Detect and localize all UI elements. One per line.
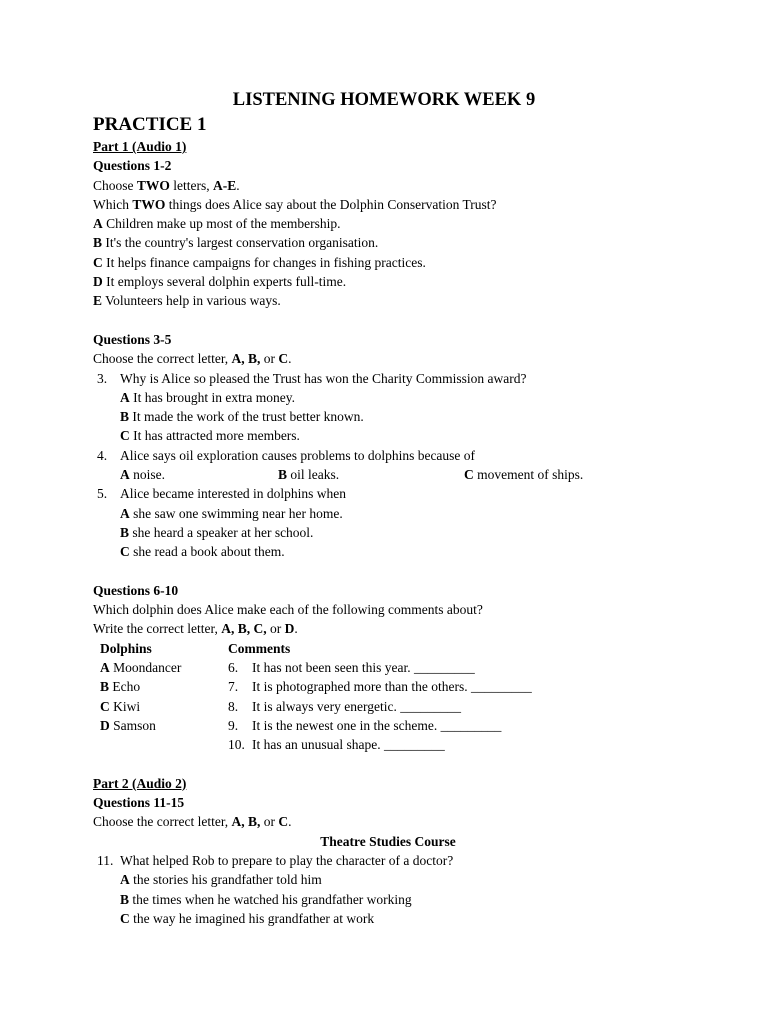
q1-2-option-d: D It employs several dolphin experts full-time. bbox=[93, 274, 347, 290]
section-subtitle: Theatre Studies Course bbox=[320, 833, 456, 849]
question-5: 5. Alice became interested in dolphins when bbox=[97, 486, 347, 502]
matching-row bbox=[93, 716, 713, 735]
question-5-option-c: C she read a book about them. bbox=[120, 544, 285, 560]
q1-2-question: Which TWO things does Alice say about the Dolphin Conservation Trust? bbox=[93, 196, 497, 212]
matching-table-header bbox=[93, 639, 713, 658]
comment-10: 10. It has an unusual shape. _________ bbox=[228, 737, 445, 753]
part2-heading: Part 2 (Audio 2) bbox=[93, 775, 187, 791]
question-11-option-c: C the way he imagined his grandfather at work bbox=[120, 910, 375, 926]
question-3: 3. Why is Alice so pleased the Trust has won the Charity Commission award? bbox=[97, 370, 527, 386]
matching-row bbox=[93, 677, 713, 696]
question-3-option-a: A It has brought in extra money. bbox=[120, 389, 295, 405]
q11-15-heading: Questions 11-15 bbox=[93, 795, 185, 811]
comment-6: 6. It has not been seen this year. _________ bbox=[228, 660, 475, 676]
matching-row bbox=[93, 697, 713, 716]
question-11-option-a: A the stories his grandfather told him bbox=[120, 872, 322, 888]
q6-10-line1: Which dolphin does Alice make each of the following comments about? bbox=[93, 602, 483, 618]
q1-2-option-e: E Volunteers help in various ways. bbox=[93, 293, 281, 309]
comments-column-header: Comments bbox=[228, 640, 291, 656]
question-11: 11. What helped Rob to prepare to play the character of a doctor? bbox=[97, 852, 454, 868]
dolphin-a: A Moondancer bbox=[100, 660, 182, 676]
matching-row bbox=[93, 658, 713, 677]
comment-7: 7. It is photographed more than the others. _________ bbox=[228, 679, 532, 695]
q1-2-heading: Questions 1-2 bbox=[93, 158, 172, 174]
question-4-options bbox=[93, 465, 713, 484]
q1-2-option-b: B It's the country's largest conservation organisation. bbox=[93, 235, 379, 251]
document-body bbox=[93, 113, 713, 928]
question-3-option-c: C It has attracted more members. bbox=[120, 428, 300, 444]
q1-2-option-a: A Children make up most of the membership. bbox=[93, 216, 341, 232]
part1-heading: Part 1 (Audio 1) bbox=[93, 139, 187, 154]
question-5-option-a: A she saw one swimming near her home. bbox=[120, 505, 343, 521]
dolphin-d: D Samson bbox=[100, 717, 156, 733]
q6-10-instruction: Write the correct letter, A, B, C, or D. bbox=[93, 621, 298, 637]
dolphin-b: B Echo bbox=[100, 679, 141, 695]
q1-2-instruction: Choose TWO letters, A-E. bbox=[93, 177, 240, 193]
dolphins-column-header: Dolphins bbox=[100, 640, 152, 656]
practice-heading: PRACTICE 1 bbox=[93, 114, 207, 135]
document-title: LISTENING HOMEWORK WEEK 9 bbox=[232, 90, 536, 110]
q11-15-instruction: Choose the correct letter, A, B, or C. bbox=[93, 814, 292, 830]
dolphin-c: C Kiwi bbox=[100, 698, 141, 714]
q6-10-heading: Questions 6-10 bbox=[93, 582, 179, 598]
question-4-option-c: C movement of ships. bbox=[464, 467, 584, 483]
comment-9: 9. It is the newest one in the scheme. _________ bbox=[228, 717, 502, 733]
question-3-option-b: B It made the work of the trust better known. bbox=[120, 409, 364, 425]
q3-5-heading: Questions 3-5 bbox=[93, 331, 172, 347]
q3-5-instruction: Choose the correct letter, A, B, or C. bbox=[93, 351, 292, 367]
comment-8: 8. It is always very energetic. _________ bbox=[228, 698, 461, 714]
matching-row bbox=[93, 735, 713, 754]
question-4: 4. Alice says oil exploration causes problems to dolphins because of bbox=[97, 447, 476, 463]
question-11-option-b: B the times when he watched his grandfather working bbox=[120, 891, 412, 907]
question-4-option-b: B oil leaks. bbox=[278, 467, 340, 483]
question-5-option-b: B she heard a speaker at her school. bbox=[120, 524, 314, 540]
q1-2-option-c: C It helps finance campaigns for changes in fishing practices. bbox=[93, 254, 426, 270]
question-4-option-a: A noise. bbox=[120, 467, 165, 483]
